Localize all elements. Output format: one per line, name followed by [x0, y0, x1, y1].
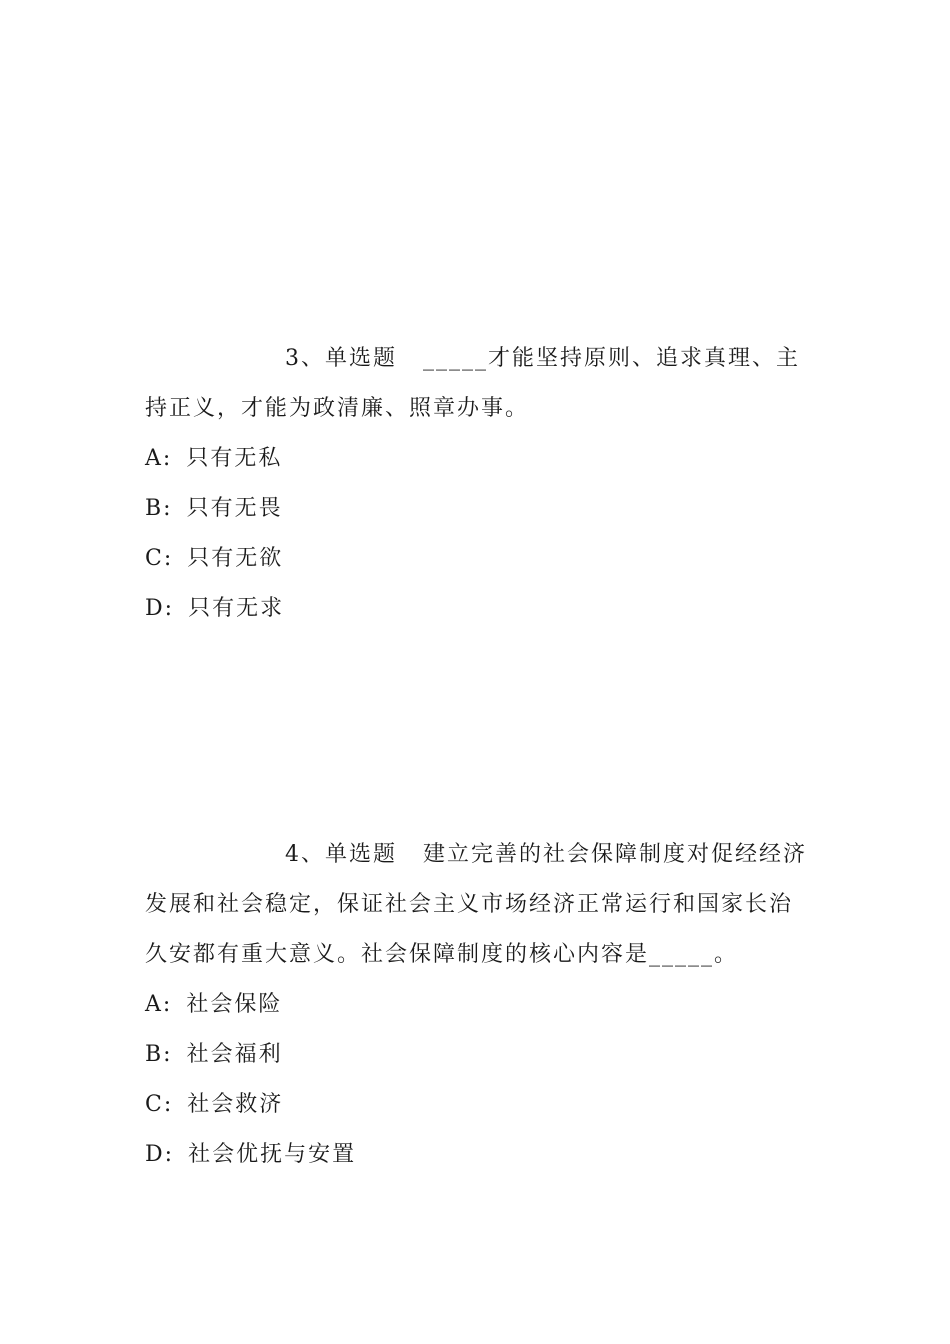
- option-d: [145, 1130, 810, 1180]
- question-stem: [145, 830, 810, 980]
- option-text: 社会保险: [186, 992, 283, 1017]
- option-text: 社会福利: [186, 1042, 283, 1067]
- question-3: [145, 334, 810, 634]
- option-key: C:: [145, 546, 174, 571]
- option-key: A:: [145, 446, 173, 471]
- option-c: [145, 534, 810, 584]
- question-number: 4、: [285, 842, 325, 867]
- option-text: 社会优抚与安置: [188, 1142, 357, 1167]
- option-text: 只有无畏: [186, 496, 283, 521]
- question-stem: [145, 334, 810, 434]
- question-number: 3、: [285, 346, 325, 371]
- option-b: [145, 484, 810, 534]
- option-c: [145, 1080, 810, 1130]
- question-text: _____才能坚持原则、追求真理、主持正义，才能为政清廉、照章办事。: [145, 346, 801, 421]
- option-text: 只有无欲: [187, 546, 284, 571]
- option-a: [145, 434, 810, 484]
- option-b: [145, 1030, 810, 1080]
- option-key: A:: [145, 992, 173, 1017]
- question-type: 单选题: [325, 346, 398, 371]
- option-a: [145, 980, 810, 1030]
- option-text: 只有无私: [186, 446, 283, 471]
- options-list: [145, 980, 810, 1180]
- option-d: [145, 584, 810, 634]
- question-4: [145, 830, 810, 1180]
- option-key: D:: [145, 596, 175, 621]
- option-text: 只有无求: [188, 596, 285, 621]
- question-type: 单选题: [325, 842, 398, 867]
- option-key: B:: [145, 1042, 173, 1067]
- question-text: 建立完善的社会保障制度对促经经济发展和社会稳定，保证社会主义市场经济正常运行和国家长治久安都有重大意义。社会保障制度的核心内容是_____。: [145, 842, 808, 967]
- options-list: [145, 434, 810, 634]
- option-key: B:: [145, 496, 173, 521]
- option-text: 社会救济: [187, 1092, 284, 1117]
- option-key: D:: [145, 1142, 175, 1167]
- option-key: C:: [145, 1092, 174, 1117]
